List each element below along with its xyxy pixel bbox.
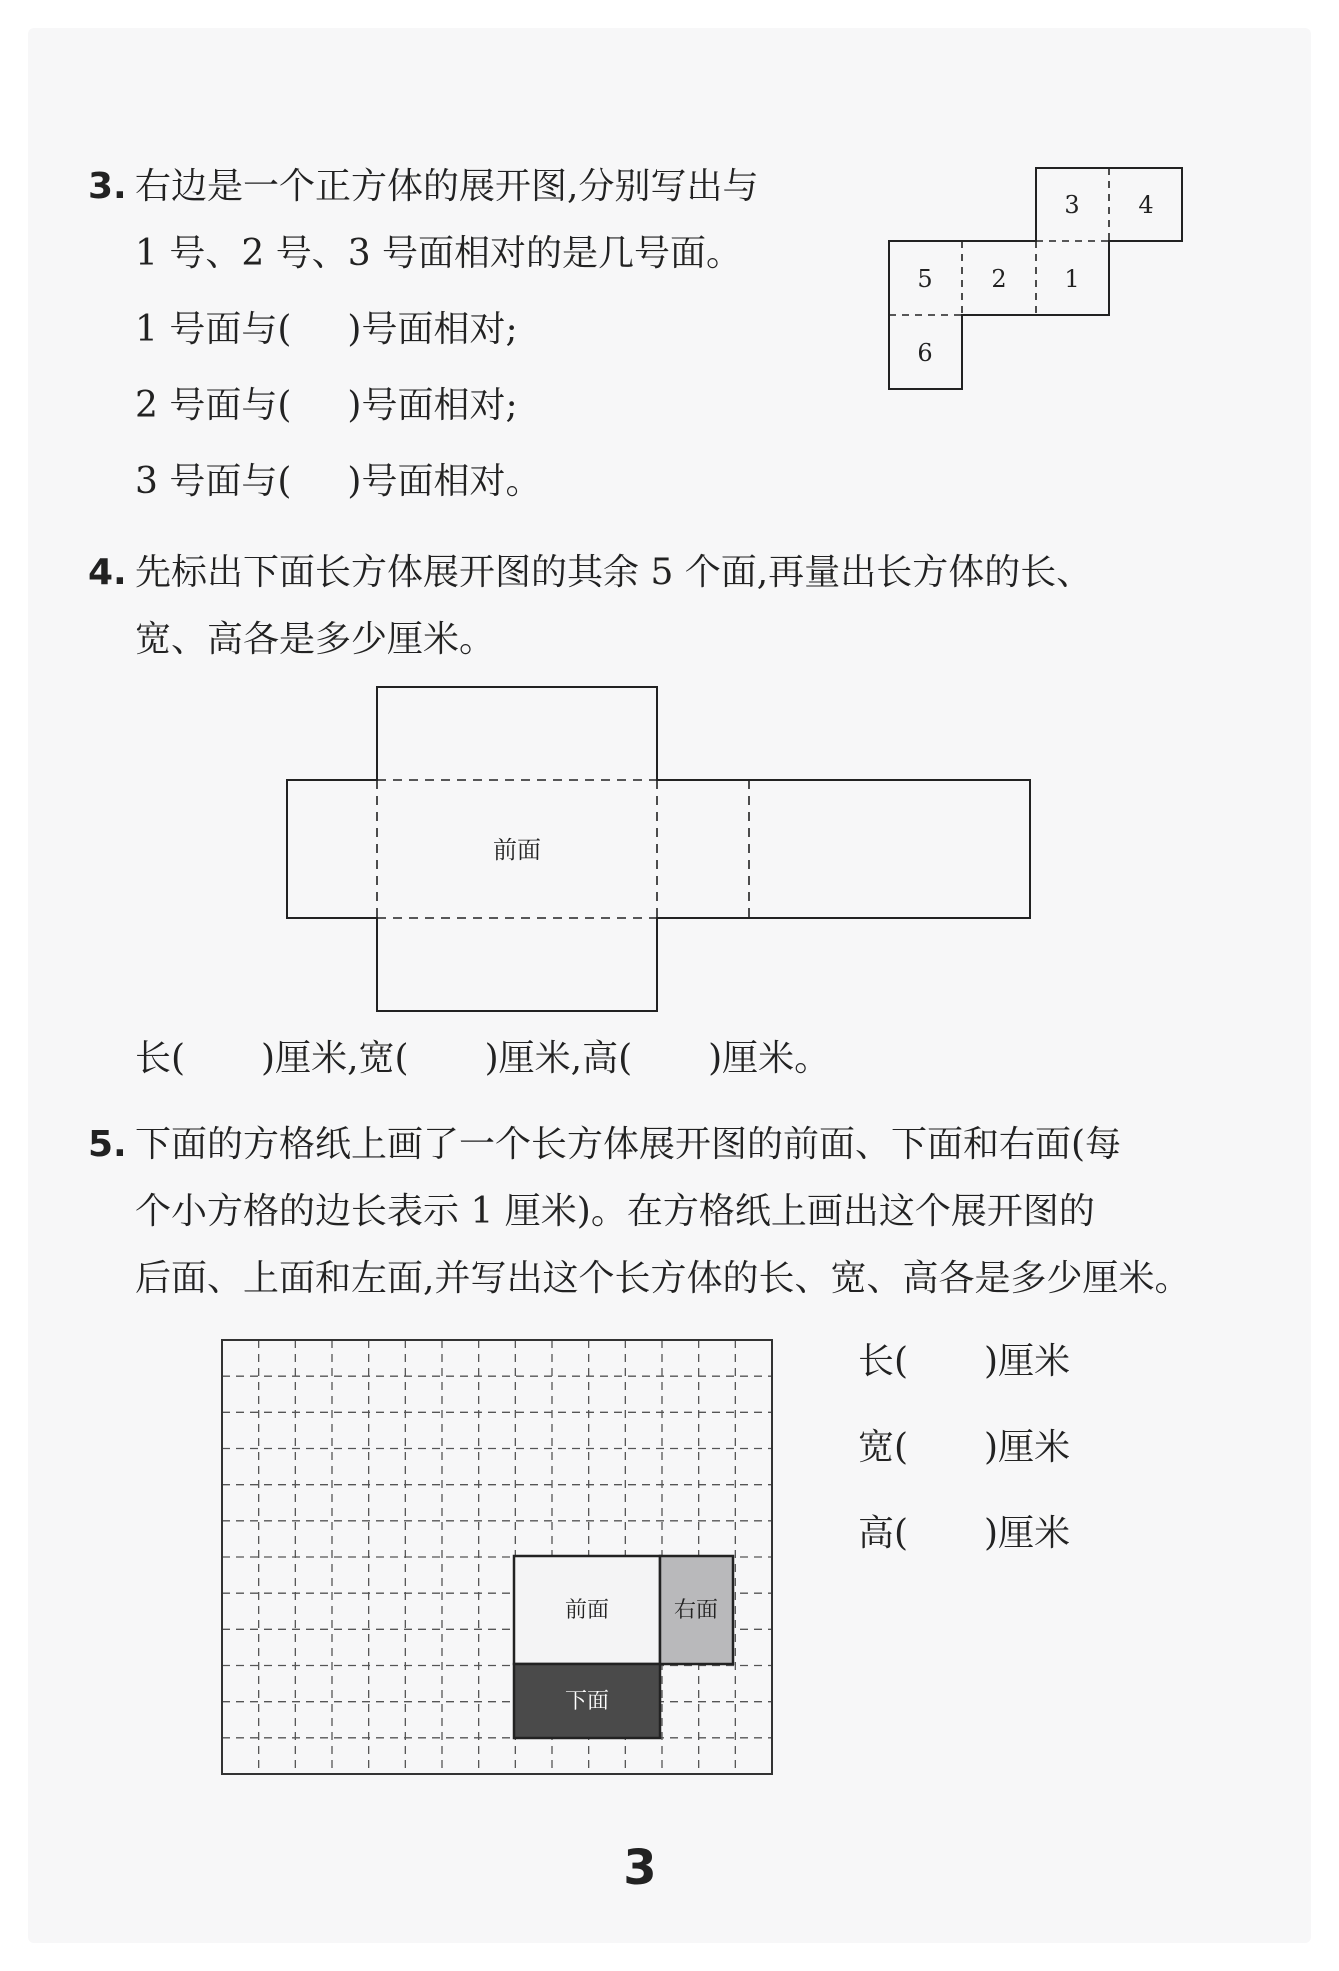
q5-width-suffix: )厘米: [984, 1427, 1071, 1468]
face-front-label: 前面: [564, 1598, 610, 1623]
cube-net-diagram: [880, 160, 1200, 400]
q4-width-prefix: 宽(: [358, 1038, 409, 1079]
q5-length-suffix: )厘米: [984, 1341, 1071, 1382]
q4-width-suffix: )厘米,: [484, 1038, 583, 1079]
q4-height-suffix: )厘米。: [708, 1038, 831, 1079]
q5-text-line1: 下面的方格纸上画了一个长方体展开图的前面、下面和右面(每: [135, 1124, 1122, 1165]
q3-answer-1-suffix: )号面相对;: [347, 309, 518, 350]
net-label-5: 5: [917, 265, 933, 293]
q5-height-prefix: 高(: [858, 1513, 909, 1554]
q5-answer-height: [858, 1512, 1070, 1556]
q4-answer-row: [135, 1037, 830, 1081]
cuboid-net-outline: [287, 687, 1030, 1011]
q5-text-line2: 个小方格的边长表示 1 厘米)。在方格纸上画出这个展开图的: [135, 1191, 1095, 1232]
q5-length-prefix: 长(: [858, 1341, 909, 1382]
net-label-4: 4: [1138, 191, 1154, 219]
q3-answer-2: [135, 384, 518, 428]
q4-length-prefix: 长(: [135, 1038, 186, 1079]
q5-width-prefix: 宽(: [858, 1427, 909, 1468]
q3-text-line2: 1 号、2 号、3 号面相对的是几号面。: [135, 233, 743, 274]
q3-answer-3-suffix: )号面相对。: [347, 461, 542, 502]
q3-answer-1: [135, 308, 518, 352]
net-label-2: 2: [991, 265, 1007, 293]
face-bottom-label: 下面: [564, 1689, 610, 1714]
q4-text-line1: 先标出下面长方体展开图的其余 5 个面,再量出长方体的长、: [135, 552, 1093, 593]
net-label-6: 6: [917, 339, 933, 367]
q4-height-prefix: 高(: [582, 1038, 633, 1079]
q4-length-suffix: )厘米,: [261, 1038, 359, 1079]
q3-number: 3.: [88, 166, 127, 207]
net-label-3: 3: [1064, 191, 1080, 219]
face-right-label: 右面: [673, 1598, 719, 1623]
q3-answer-2-prefix: 2 号面与(: [135, 385, 292, 426]
q3-answer-3-prefix: 3 号面与(: [135, 461, 292, 502]
cuboid-net-diagram: [280, 680, 1040, 1020]
q4-number: 4.: [88, 552, 127, 593]
q5-height-suffix: )厘米: [984, 1513, 1071, 1554]
q4-text-line2: 宽、高各是多少厘米。: [135, 619, 496, 660]
q5-answer-width: [858, 1426, 1070, 1470]
q5-answer-length: [858, 1340, 1070, 1384]
q3-answer-3: [135, 460, 541, 504]
net-label-1: 1: [1064, 265, 1080, 293]
q4-front-face-label: 前面: [493, 836, 541, 864]
q3-answer-1-prefix: 1 号面与(: [135, 309, 292, 350]
q3-text-line1: 右边是一个正方体的展开图,分别写出与: [135, 166, 759, 207]
q3-answer-2-suffix: )号面相对;: [347, 385, 518, 426]
grid-paper[interactable]: [218, 1336, 776, 1778]
q5-number: 5.: [88, 1124, 127, 1165]
page-number: 3: [623, 1840, 657, 1896]
q5-text-line3: 后面、上面和左面,并写出这个长方体的长、宽、高各是多少厘米。: [135, 1258, 1191, 1299]
